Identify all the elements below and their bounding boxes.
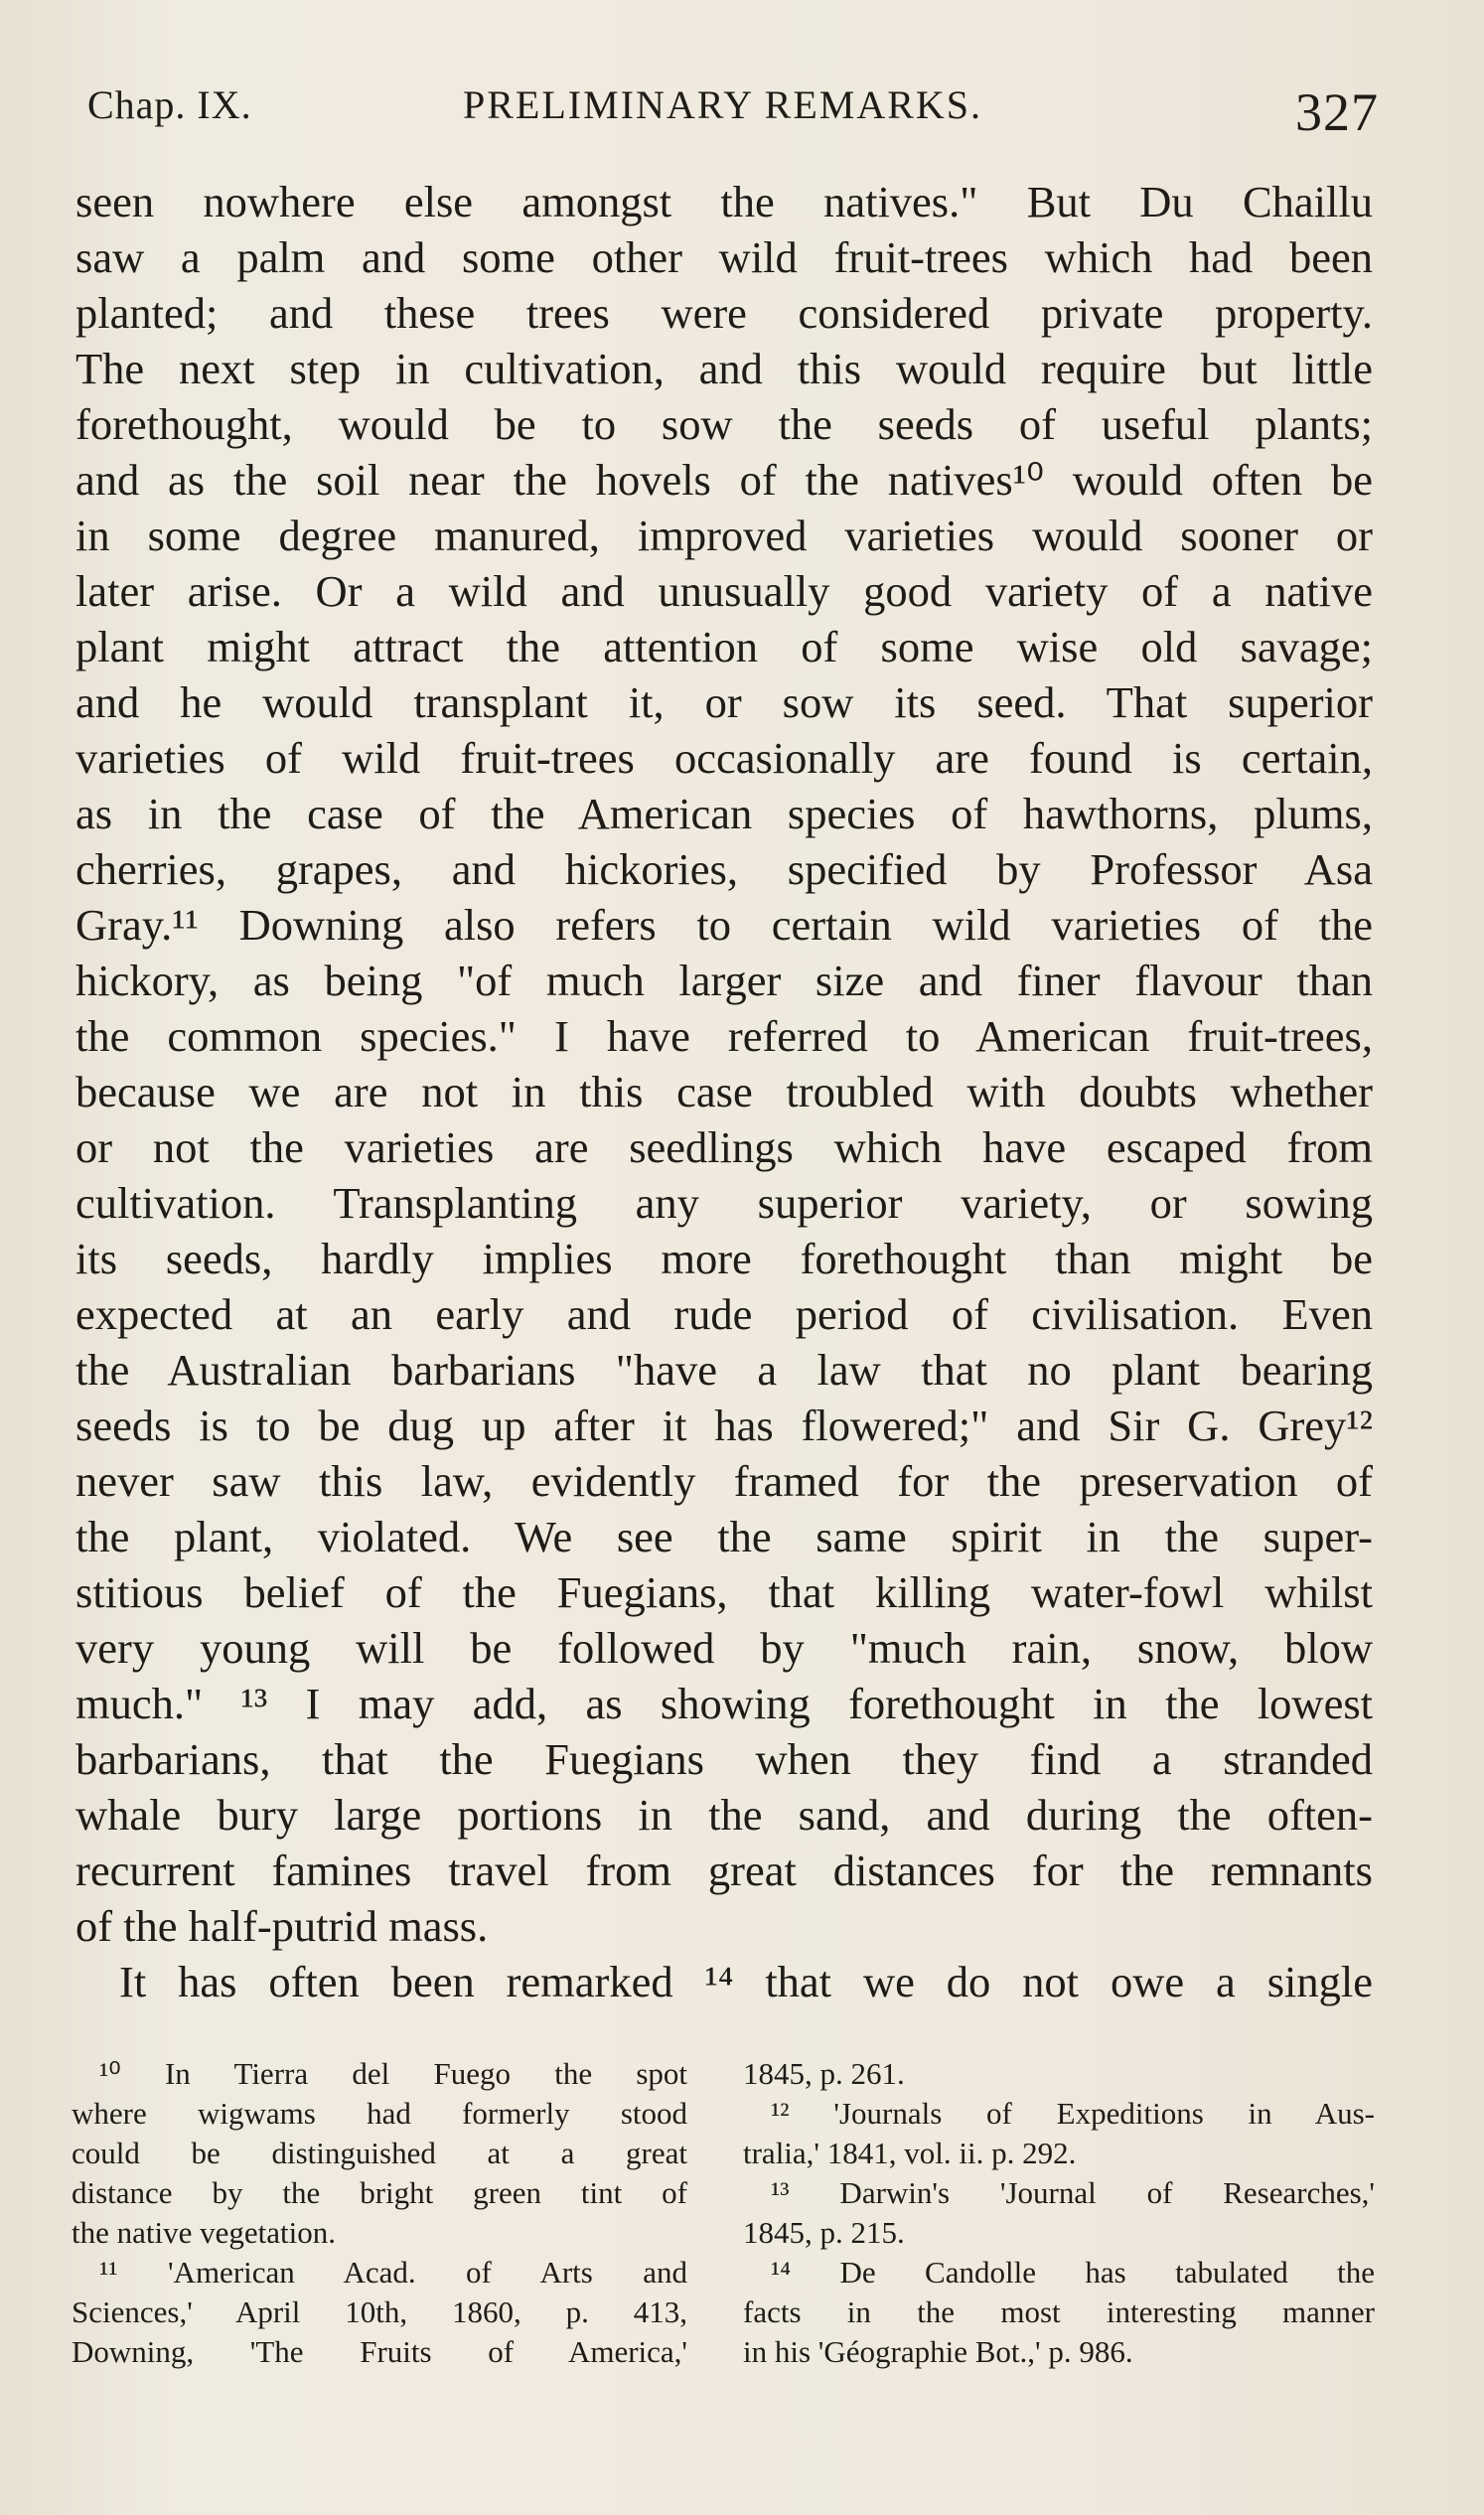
text-line: varieties of wild fruit-trees occasionally are found is certain, — [75, 733, 1373, 783]
footnote-line: in his 'Géographie Bot.,' p. 986. — [743, 2334, 1133, 2369]
page-number: 327 — [1295, 82, 1379, 142]
text-line: cultivation. Transplanting any superior variety, or sowing — [75, 1178, 1373, 1228]
text-line: The next step in cultivation, and this would require but little — [75, 344, 1373, 393]
text-line: saw a palm and some other wild fruit-trees which had been — [75, 232, 1373, 282]
text-line: of the half-putrid mass. — [75, 1901, 489, 1951]
footnote-line: could be distinguished at a great — [72, 2136, 687, 2170]
footnote-line: Downing, 'The Fruits of America,' — [72, 2334, 687, 2369]
text-line: its seeds, hardly implies more forethought than might be — [75, 1234, 1373, 1283]
footnote-line: ¹⁰ In Tierra del Fuego the spot — [99, 2056, 687, 2091]
text-line: the plant, violated. We see the same spirit in the super- — [75, 1512, 1373, 1561]
footnotes-left-column — [72, 2054, 687, 2372]
text-line: because we are not in this case troubled with doubts whether — [75, 1067, 1373, 1116]
text-line: forethought, would be to sow the seeds of useful plants; — [75, 399, 1373, 449]
text-line: hickory, as being "of much larger size and finer flavour than — [75, 956, 1373, 1005]
text-line: and as the soil near the hovels of the natives¹⁰ would often be — [75, 455, 1373, 505]
footnotes-right-column — [743, 2054, 1375, 2372]
text-line: barbarians, that the Fuegians when they find a stranded — [75, 1734, 1373, 1784]
text-line: never saw this law, evidently framed for the preservation of — [75, 1456, 1373, 1506]
text-line: much." ¹³ I may add, as showing forethought in the lowest — [75, 1679, 1373, 1728]
text-line: seen nowhere else amongst the natives." But Du Chaillu — [75, 177, 1373, 226]
chapter-label: Chap. IX. — [87, 82, 252, 127]
text-line: in some degree manured, improved varieties would sooner or — [75, 511, 1373, 560]
text-line: cherries, grapes, and hickories, specified by Professor Asa — [75, 844, 1373, 894]
text-line: as in the case of the American species of hawthorns, plums, — [75, 789, 1373, 838]
footnote-line: 1845, p. 261. — [743, 2056, 905, 2091]
text-line: expected at an early and rude period of civilisation. Even — [75, 1289, 1373, 1339]
running-title: PRELIMINARY REMARKS. — [463, 82, 983, 127]
text-line: stitious belief of the Fuegians, that killing water-fowl whilst — [75, 1567, 1373, 1617]
footnote-line: Sciences,' April 10th, 1860, p. 413, — [72, 2294, 687, 2329]
text-line: seeds is to be dug up after it has flowered;" and Sir G. Grey¹² — [75, 1401, 1373, 1450]
text-line: Gray.¹¹ Downing also refers to certain wild varieties of the — [75, 900, 1373, 950]
text-line: plant might attract the attention of some wise old savage; — [75, 622, 1373, 671]
footnote-line: ¹⁴ De Candolle has tabulated the — [771, 2255, 1375, 2290]
page-header — [87, 81, 1379, 151]
text-line: planted; and these trees were considered private property. — [75, 288, 1373, 338]
text-line: later arise. Or a wild and unusually good variety of a native — [75, 566, 1373, 616]
main-text — [75, 174, 1373, 2009]
text-line: the common species." I have referred to American fruit-trees, — [75, 1011, 1373, 1061]
text-line: very young will be followed by "much rain, snow, blow — [75, 1623, 1373, 1673]
footnote-line: ¹³ Darwin's 'Journal of Researches,' — [771, 2175, 1375, 2210]
text-line: recurrent famines travel from great distances for the remnants — [75, 1846, 1373, 1895]
footnote-line: 1845, p. 215. — [743, 2215, 905, 2250]
text-line: and he would transplant it, or sow its seed. That superior — [75, 677, 1373, 727]
footnote-line: facts in the most interesting manner — [743, 2294, 1375, 2329]
text-line: whale bury large portions in the sand, and during the often- — [75, 1790, 1373, 1840]
text-line: the Australian barbarians "have a law that no plant bearing — [75, 1345, 1373, 1395]
footnote-line: where wigwams had formerly stood — [72, 2096, 687, 2131]
footnote-line: ¹¹ 'American Acad. of Arts and — [99, 2255, 687, 2290]
footnote-line: tralia,' 1841, vol. ii. p. 292. — [743, 2136, 1077, 2170]
text-line: It has often been remarked ¹⁴ that we do not owe a single — [119, 1957, 1373, 2006]
footnote-line: distance by the bright green tint of — [72, 2175, 687, 2210]
footnote-line: ¹² 'Journals of Expeditions in Aus- — [771, 2096, 1375, 2131]
footnotes — [72, 2054, 1375, 2382]
text-line: or not the varieties are seedlings which have escaped from — [75, 1122, 1373, 1172]
footnote-line: the native vegetation. — [72, 2215, 336, 2250]
